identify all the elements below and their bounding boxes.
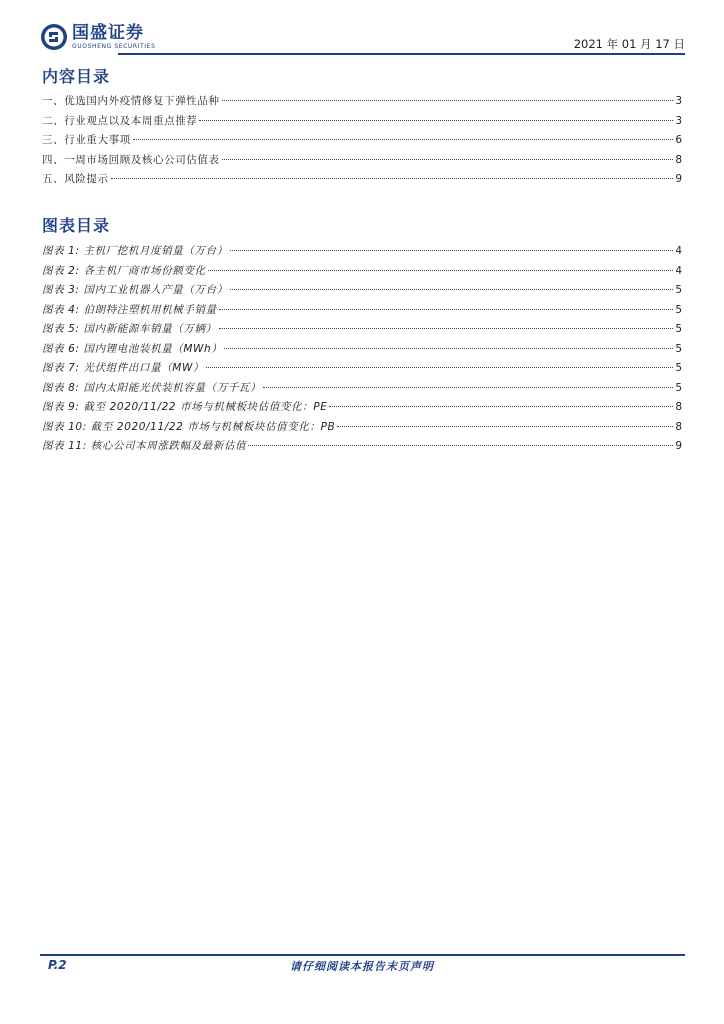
figure-entry-page: 5 xyxy=(675,323,682,335)
brand-name: 国盛证券 xyxy=(72,23,144,43)
figure-entry-label: 图表 1: 主机厂挖机月度销量（万台） xyxy=(42,245,228,257)
figure-entry-label: 图表 2: 各主机厂商市场份额变化 xyxy=(42,264,206,277)
figure-entry-label: 图表 5: 国内新能源车销量（万辆） xyxy=(42,323,217,335)
dot-leader xyxy=(111,178,674,179)
figure-entry-page: 5 xyxy=(675,362,682,374)
contents-entry-page: 3 xyxy=(675,114,682,127)
figure-entry-page: 9 xyxy=(675,440,682,452)
page-number: P.2 xyxy=(48,958,67,972)
footer-disclaimer: 请仔细阅读本报告末页声明 xyxy=(290,960,434,973)
brand-name-en: GUOSHENG SECURITIES xyxy=(72,43,156,50)
figure-entry[interactable] xyxy=(42,399,682,419)
contents-entry-label: 五、风险提示 xyxy=(42,173,109,185)
dot-leader xyxy=(206,367,673,368)
contents-entry-label: 二、行业观点以及本周重点推荐 xyxy=(42,114,198,127)
figure-entry[interactable] xyxy=(42,263,682,283)
figure-entry[interactable] xyxy=(42,321,682,341)
dot-leader xyxy=(219,309,674,310)
contents-entry[interactable] xyxy=(42,152,682,172)
contents-entry-page: 6 xyxy=(675,134,682,146)
brand-logo xyxy=(40,22,155,52)
dot-leader xyxy=(263,387,673,388)
figure-entry-page: 4 xyxy=(675,264,682,277)
contents-list xyxy=(42,93,682,191)
figure-entry[interactable] xyxy=(42,282,682,302)
header-divider xyxy=(118,53,685,55)
figure-entry-page: 8 xyxy=(675,401,682,413)
footer-divider xyxy=(40,954,685,956)
figure-entry[interactable] xyxy=(42,341,682,361)
figure-entry-label: 图表 10: 截至 2020/11/22 市场与机械板块估值变化：PB xyxy=(42,420,336,433)
contents-entry-label: 一、优选国内外疫情修复下弹性品种 xyxy=(42,95,220,107)
figure-entry-label: 图表 11: 核心公司本周涨跌幅及最新估值 xyxy=(42,440,247,452)
figure-entry[interactable] xyxy=(42,380,682,400)
dot-leader xyxy=(230,289,674,290)
page-header xyxy=(40,22,685,54)
figure-entry-label: 图表 4: 伯朗特注塑机用机械手销量 xyxy=(42,303,217,316)
figure-entry[interactable] xyxy=(42,438,682,458)
brand-logo-icon xyxy=(40,23,68,51)
figures-list xyxy=(42,243,682,458)
contents-entry-label: 四、一周市场回顾及核心公司估值表 xyxy=(42,153,220,166)
figure-entry-label: 图表 9: 截至 2020/11/22 市场与机械板块估值变化：PE xyxy=(42,401,328,413)
figure-entry-page: 5 xyxy=(675,303,682,316)
dot-leader xyxy=(222,159,674,160)
figures-title: 图表目录 xyxy=(42,216,111,235)
contents-entry[interactable] xyxy=(42,113,682,133)
dot-leader xyxy=(329,406,673,407)
report-date: 2021 年 01 月 17 日 xyxy=(573,37,685,51)
figure-entry-label: 图表 6: 国内锂电池装机量（MWh） xyxy=(42,342,223,355)
dot-leader xyxy=(208,270,674,271)
contents-entry[interactable] xyxy=(42,132,682,152)
figure-entry-label: 图表 7: 光伏组件出口量（MW） xyxy=(42,362,205,374)
contents-entry[interactable] xyxy=(42,93,682,113)
figure-entry[interactable] xyxy=(42,419,682,439)
figure-entry-page: 5 xyxy=(675,381,682,394)
figure-entry-page: 5 xyxy=(675,342,682,355)
dot-leader xyxy=(248,445,673,446)
figure-entry[interactable] xyxy=(42,360,682,380)
figure-entry-label: 图表 8: 国内太阳能光伏装机容量（万千瓦） xyxy=(42,381,262,394)
contents-entry-label: 三、行业重大事项 xyxy=(42,134,131,146)
figure-entry-page: 4 xyxy=(675,245,682,257)
dot-leader xyxy=(337,426,673,427)
dot-leader xyxy=(219,328,674,329)
dot-leader xyxy=(230,250,674,251)
contents-entry[interactable] xyxy=(42,171,682,191)
figure-entry-label: 图表 3: 国内工业机器人产量（万台） xyxy=(42,284,228,296)
dot-leader xyxy=(224,348,673,349)
figure-entry[interactable] xyxy=(42,302,682,322)
contents-entry-page: 9 xyxy=(675,173,682,185)
contents-entry-page: 3 xyxy=(675,95,682,107)
figure-entry-page: 8 xyxy=(675,420,682,433)
figure-entry[interactable] xyxy=(42,243,682,263)
dot-leader xyxy=(133,139,674,140)
dot-leader xyxy=(199,120,673,121)
contents-entry-page: 8 xyxy=(675,153,682,166)
figure-entry-page: 5 xyxy=(675,284,682,296)
contents-title: 内容目录 xyxy=(42,67,111,86)
dot-leader xyxy=(222,100,674,101)
